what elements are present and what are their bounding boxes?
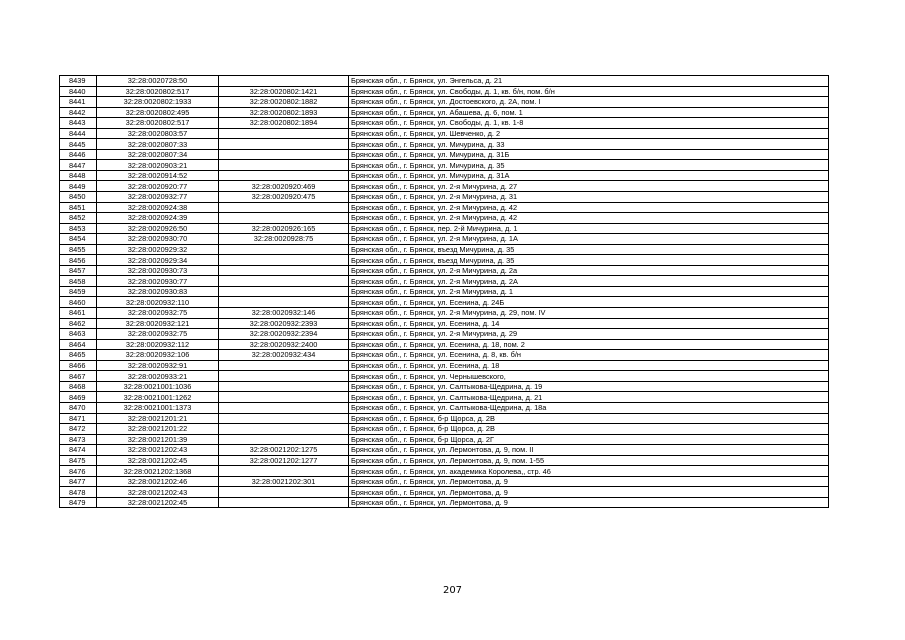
object-cadastral-number-cell <box>219 202 349 213</box>
object-cadastral-number-cell <box>219 244 349 255</box>
table-row <box>60 434 829 445</box>
row-number-cell: 8478 <box>60 487 97 498</box>
object-cadastral-number-cell: 32:28:0020802:1882 <box>219 97 349 108</box>
object-cadastral-number-cell <box>219 392 349 403</box>
table-row <box>60 223 829 234</box>
row-number-cell: 8468 <box>60 381 97 392</box>
object-cadastral-number-cell <box>219 170 349 181</box>
row-number-cell: 8459 <box>60 286 97 297</box>
address-cell: Брянская обл., г. Брянск, ул. Есенина, д. 18 <box>349 360 829 371</box>
row-number-cell: 8464 <box>60 339 97 350</box>
object-cadastral-number-cell <box>219 276 349 287</box>
row-number-cell: 8472 <box>60 424 97 435</box>
address-cell: Брянская обл., г. Брянск, ул. Лермонтова, д. 9 <box>349 487 829 498</box>
table-row <box>60 402 829 413</box>
object-cadastral-number-cell: 32:28:0020932:2394 <box>219 329 349 340</box>
object-cadastral-number-cell <box>219 360 349 371</box>
table-row <box>60 286 829 297</box>
cadastral-number-cell: 32:28:0020807:33 <box>97 139 219 150</box>
table-row <box>60 107 829 118</box>
row-number-cell: 8466 <box>60 360 97 371</box>
address-cell: Брянская обл., г. Брянск, ул. Абашева, д. 6, пом. 1 <box>349 107 829 118</box>
cadastral-number-cell: 32:28:0020930:83 <box>97 286 219 297</box>
cadastral-number-cell: 32:28:0020932:91 <box>97 360 219 371</box>
row-number-cell: 8470 <box>60 402 97 413</box>
table-body <box>60 76 829 508</box>
row-number-cell: 8450 <box>60 192 97 203</box>
address-cell: Брянская обл., г. Брянск, ул. Лермонтова, д. 9 <box>349 476 829 487</box>
cadastral-number-cell: 32:28:0020932:75 <box>97 329 219 340</box>
address-cell: Брянская обл., г. Брянск, ул. Мичурина, д. 31Б <box>349 149 829 160</box>
row-number-cell: 8442 <box>60 107 97 118</box>
cadastral-number-cell: 32:28:0021201:39 <box>97 434 219 445</box>
address-cell: Брянская обл., г. Брянск, ул. Есенина, д. 24Б <box>349 297 829 308</box>
object-cadastral-number-cell <box>219 76 349 87</box>
table-row <box>60 213 829 224</box>
table-row <box>60 97 829 108</box>
cadastral-number-cell: 32:28:0021202:45 <box>97 497 219 508</box>
object-cadastral-number-cell: 32:28:0020920:469 <box>219 181 349 192</box>
object-cadastral-number-cell <box>219 265 349 276</box>
row-number-cell: 8462 <box>60 318 97 329</box>
cadastral-number-cell: 32:28:0020807:34 <box>97 149 219 160</box>
page-number: 207 <box>442 585 463 596</box>
row-number-cell: 8475 <box>60 455 97 466</box>
address-cell: Брянская обл., г. Брянск, ул. Салтыкова-Щедрина, д. 18а <box>349 402 829 413</box>
object-cadastral-number-cell: 32:28:0020932:2393 <box>219 318 349 329</box>
table-row <box>60 497 829 508</box>
cadastral-number-cell: 32:28:0020929:34 <box>97 255 219 266</box>
address-cell: Брянская обл., г. Брянск, ул. Мичурина, д. 33 <box>349 139 829 150</box>
address-cell: Брянская обл., г. Брянск, ул. Есенина, д. 14 <box>349 318 829 329</box>
table-row <box>60 339 829 350</box>
table-row <box>60 466 829 477</box>
object-cadastral-number-cell <box>219 139 349 150</box>
object-cadastral-number-cell: 32:28:0020932:146 <box>219 308 349 319</box>
object-cadastral-number-cell <box>219 297 349 308</box>
address-cell: Брянская обл., г. Брянск, ул. Салтыкова-Щедрина, д. 19 <box>349 381 829 392</box>
row-number-cell: 8458 <box>60 276 97 287</box>
object-cadastral-number-cell <box>219 413 349 424</box>
table-row <box>60 202 829 213</box>
address-cell: Брянская обл., г. Брянск, ул. Чернышевского, <box>349 371 829 382</box>
cadastral-number-cell: 32:28:0020929:32 <box>97 244 219 255</box>
row-number-cell: 8473 <box>60 434 97 445</box>
row-number-cell: 8465 <box>60 350 97 361</box>
table-row <box>60 76 829 87</box>
table-row <box>60 276 829 287</box>
table-row <box>60 265 829 276</box>
row-number-cell: 8460 <box>60 297 97 308</box>
cadastral-number-cell: 32:28:0020803:57 <box>97 128 219 139</box>
address-cell: Брянская обл., г. Брянск, б-р Щорса, д. 2Г <box>349 434 829 445</box>
object-cadastral-number-cell <box>219 371 349 382</box>
table-row <box>60 118 829 129</box>
row-number-cell: 8463 <box>60 329 97 340</box>
object-cadastral-number-cell: 32:28:0020932:2400 <box>219 339 349 350</box>
table-row <box>60 350 829 361</box>
address-cell: Брянская обл., г. Брянск, ул. Мичурина, д. 35 <box>349 160 829 171</box>
cadastral-number-cell: 32:28:0020802:517 <box>97 118 219 129</box>
object-cadastral-number-cell <box>219 434 349 445</box>
address-cell: Брянская обл., г. Брянск, ул. Свободы, д. 1, кв. б/н, пом. б/н <box>349 86 829 97</box>
cadastral-number-cell: 32:28:0020932:121 <box>97 318 219 329</box>
table-row <box>60 297 829 308</box>
address-cell: Брянская обл., г. Брянск, ул. академика Королева,, стр. 46 <box>349 466 829 477</box>
table-row <box>60 192 829 203</box>
row-number-cell: 8441 <box>60 97 97 108</box>
object-cadastral-number-cell: 32:28:0020928:75 <box>219 234 349 245</box>
address-cell: Брянская обл., г. Брянск, ул. Лермонтова, д. 9 <box>349 497 829 508</box>
row-number-cell: 8454 <box>60 234 97 245</box>
object-cadastral-number-cell: 32:28:0020920:475 <box>219 192 349 203</box>
cadastral-number-cell: 32:28:0020930:70 <box>97 234 219 245</box>
object-cadastral-number-cell <box>219 487 349 498</box>
row-number-cell: 8476 <box>60 466 97 477</box>
address-cell: Брянская обл., г. Брянск, ул. Энгельса, д. 21 <box>349 76 829 87</box>
row-number-cell: 8461 <box>60 308 97 319</box>
table-row <box>60 308 829 319</box>
address-cell: Брянская обл., г. Брянск, ул. Достоевского, д. 2А, пом. I <box>349 97 829 108</box>
object-cadastral-number-cell <box>219 402 349 413</box>
cadastral-number-cell: 32:28:0020802:495 <box>97 107 219 118</box>
table-row <box>60 86 829 97</box>
address-cell: Брянская обл., г. Брянск, ул. 2-я Мичурина, д. 29 <box>349 329 829 340</box>
object-cadastral-number-cell <box>219 497 349 508</box>
address-cell: Брянская обл., г. Брянск, ул. 2-я Мичурина, д. 2а <box>349 265 829 276</box>
address-cell: Брянская обл., г. Брянск, въезд Мичурина, д. 35 <box>349 244 829 255</box>
address-cell: Брянская обл., г. Брянск, ул. Свободы, д. 1, кв. 1-8 <box>349 118 829 129</box>
address-cell: Брянская обл., г. Брянск, ул. 2-я Мичурина, д. 2А <box>349 276 829 287</box>
table-row <box>60 371 829 382</box>
table-row <box>60 329 829 340</box>
table-row <box>60 170 829 181</box>
object-cadastral-number-cell <box>219 149 349 160</box>
cadastral-number-cell: 32:28:0020933:21 <box>97 371 219 382</box>
cadastral-number-cell: 32:28:0021202:46 <box>97 476 219 487</box>
cadastral-number-cell: 32:28:0021001:1262 <box>97 392 219 403</box>
row-number-cell: 8457 <box>60 265 97 276</box>
cadastral-number-cell: 32:28:0020924:39 <box>97 213 219 224</box>
row-number-cell: 8445 <box>60 139 97 150</box>
table-row <box>60 360 829 371</box>
table-row <box>60 445 829 456</box>
cadastral-number-cell: 32:28:0021001:1036 <box>97 381 219 392</box>
object-cadastral-number-cell <box>219 286 349 297</box>
cadastral-number-cell: 32:28:0020914:52 <box>97 170 219 181</box>
address-cell: Брянская обл., г. Брянск, ул. Салтыкова-Щедрина, д. 21 <box>349 392 829 403</box>
object-cadastral-number-cell: 32:28:0021202:301 <box>219 476 349 487</box>
address-cell: Брянская обл., г. Брянск, ул. Есенина, д. 18, пом. 2 <box>349 339 829 350</box>
object-cadastral-number-cell <box>219 424 349 435</box>
cadastral-number-cell: 32:28:0020920:77 <box>97 181 219 192</box>
cadastral-number-cell: 32:28:0020924:38 <box>97 202 219 213</box>
row-number-cell: 8443 <box>60 118 97 129</box>
row-number-cell: 8474 <box>60 445 97 456</box>
cadastral-number-cell: 32:28:0021201:22 <box>97 424 219 435</box>
row-number-cell: 8439 <box>60 76 97 87</box>
address-cell: Брянская обл., г. Брянск, ул. Есенина, д. 8, кв. б/н <box>349 350 829 361</box>
table-row <box>60 244 829 255</box>
cadastral-number-cell: 32:28:0020932:75 <box>97 308 219 319</box>
row-number-cell: 8471 <box>60 413 97 424</box>
row-number-cell: 8453 <box>60 223 97 234</box>
address-cell: Брянская обл., г. Брянск, пер. 2-й Мичурина, д. 1 <box>349 223 829 234</box>
object-cadastral-number-cell <box>219 255 349 266</box>
cadastral-number-cell: 32:28:0020932:106 <box>97 350 219 361</box>
table-row <box>60 424 829 435</box>
table-row <box>60 318 829 329</box>
address-cell: Брянская обл., г. Брянск, ул. 2-я Мичурина, д. 42 <box>349 202 829 213</box>
cadastral-number-cell: 32:28:0020802:517 <box>97 86 219 97</box>
object-cadastral-number-cell: 32:28:0020926:165 <box>219 223 349 234</box>
address-cell: Брянская обл., г. Брянск, ул. 2-я Мичурина, д. 1А <box>349 234 829 245</box>
row-number-cell: 8479 <box>60 497 97 508</box>
address-cell: Брянская обл., г. Брянск, ул. 2-я Мичурина, д. 29, пом. IV <box>349 308 829 319</box>
object-cadastral-number-cell <box>219 128 349 139</box>
address-cell: Брянская обл., г. Брянск, ул. Шевченко, д. 2 <box>349 128 829 139</box>
address-cell: Брянская обл., г. Брянск, ул. Лермонтова, д. 9, пом. II <box>349 445 829 456</box>
object-cadastral-number-cell: 32:28:0021202:1275 <box>219 445 349 456</box>
cadastral-number-cell: 32:28:0021202:1368 <box>97 466 219 477</box>
cadastral-number-cell: 32:28:0021201:21 <box>97 413 219 424</box>
table-row <box>60 149 829 160</box>
cadastral-number-cell: 32:28:0021202:45 <box>97 455 219 466</box>
object-cadastral-number-cell: 32:28:0020932:434 <box>219 350 349 361</box>
table-row <box>60 413 829 424</box>
cadastral-number-cell: 32:28:0020926:50 <box>97 223 219 234</box>
address-cell: Брянская обл., г. Брянск, ул. 2-я Мичурина, д. 1 <box>349 286 829 297</box>
cadastral-number-cell: 32:28:0021202:43 <box>97 487 219 498</box>
table-row <box>60 255 829 266</box>
row-number-cell: 8456 <box>60 255 97 266</box>
table-row <box>60 455 829 466</box>
cadastral-number-cell: 32:28:0020932:77 <box>97 192 219 203</box>
object-cadastral-number-cell: 32:28:0020802:1894 <box>219 118 349 129</box>
table-row <box>60 487 829 498</box>
address-cell: Брянская обл., г. Брянск, ул. Лермонтова, д. 9, пом. 1-55 <box>349 455 829 466</box>
cadastral-number-cell: 32:28:0020932:112 <box>97 339 219 350</box>
row-number-cell: 8448 <box>60 170 97 181</box>
table-row <box>60 476 829 487</box>
row-number-cell: 8446 <box>60 149 97 160</box>
object-cadastral-number-cell <box>219 466 349 477</box>
cadastral-number-cell: 32:28:0020930:77 <box>97 276 219 287</box>
row-number-cell: 8467 <box>60 371 97 382</box>
address-cell: Брянская обл., г. Брянск, б-р Щорса, д. 2В <box>349 413 829 424</box>
row-number-cell: 8440 <box>60 86 97 97</box>
row-number-cell: 8452 <box>60 213 97 224</box>
object-cadastral-number-cell: 32:28:0020802:1421 <box>219 86 349 97</box>
table-row <box>60 160 829 171</box>
cadastral-number-cell: 32:28:0020728:50 <box>97 76 219 87</box>
cadastral-number-cell: 32:28:0020930:73 <box>97 265 219 276</box>
object-cadastral-number-cell <box>219 381 349 392</box>
object-cadastral-number-cell <box>219 213 349 224</box>
object-cadastral-number-cell <box>219 160 349 171</box>
cadastral-number-cell: 32:28:0020932:110 <box>97 297 219 308</box>
row-number-cell: 8455 <box>60 244 97 255</box>
address-cell: Брянская обл., г. Брянск, ул. 2-я Мичурина, д. 42 <box>349 213 829 224</box>
row-number-cell: 8477 <box>60 476 97 487</box>
address-cell: Брянская обл., г. Брянск, ул. 2-я Мичурина, д. 31 <box>349 192 829 203</box>
row-number-cell: 8451 <box>60 202 97 213</box>
cadastral-number-cell: 32:28:0020903:21 <box>97 160 219 171</box>
address-cell: Брянская обл., г. Брянск, ул. 2-я Мичурина, д. 27 <box>349 181 829 192</box>
address-cell: Брянская обл., г. Брянск, ул. Мичурина, д. 31А <box>349 170 829 181</box>
cadastral-number-cell: 32:28:0021001:1373 <box>97 402 219 413</box>
table-row <box>60 234 829 245</box>
row-number-cell: 8449 <box>60 181 97 192</box>
address-cell: Брянская обл., г. Брянск, б-р Щорса, д. 2В <box>349 424 829 435</box>
address-cell: Брянская обл., г. Брянск, въезд Мичурина, д. 35 <box>349 255 829 266</box>
table-row <box>60 392 829 403</box>
cadastral-number-cell: 32:28:0021202:43 <box>97 445 219 456</box>
row-number-cell: 8469 <box>60 392 97 403</box>
table-row <box>60 128 829 139</box>
row-number-cell: 8447 <box>60 160 97 171</box>
row-number-cell: 8444 <box>60 128 97 139</box>
cadastral-number-cell: 32:28:0020802:1933 <box>97 97 219 108</box>
table-row <box>60 381 829 392</box>
property-registry-table <box>59 75 829 508</box>
object-cadastral-number-cell: 32:28:0021202:1277 <box>219 455 349 466</box>
object-cadastral-number-cell: 32:28:0020802:1893 <box>219 107 349 118</box>
table-row <box>60 181 829 192</box>
table-row <box>60 139 829 150</box>
